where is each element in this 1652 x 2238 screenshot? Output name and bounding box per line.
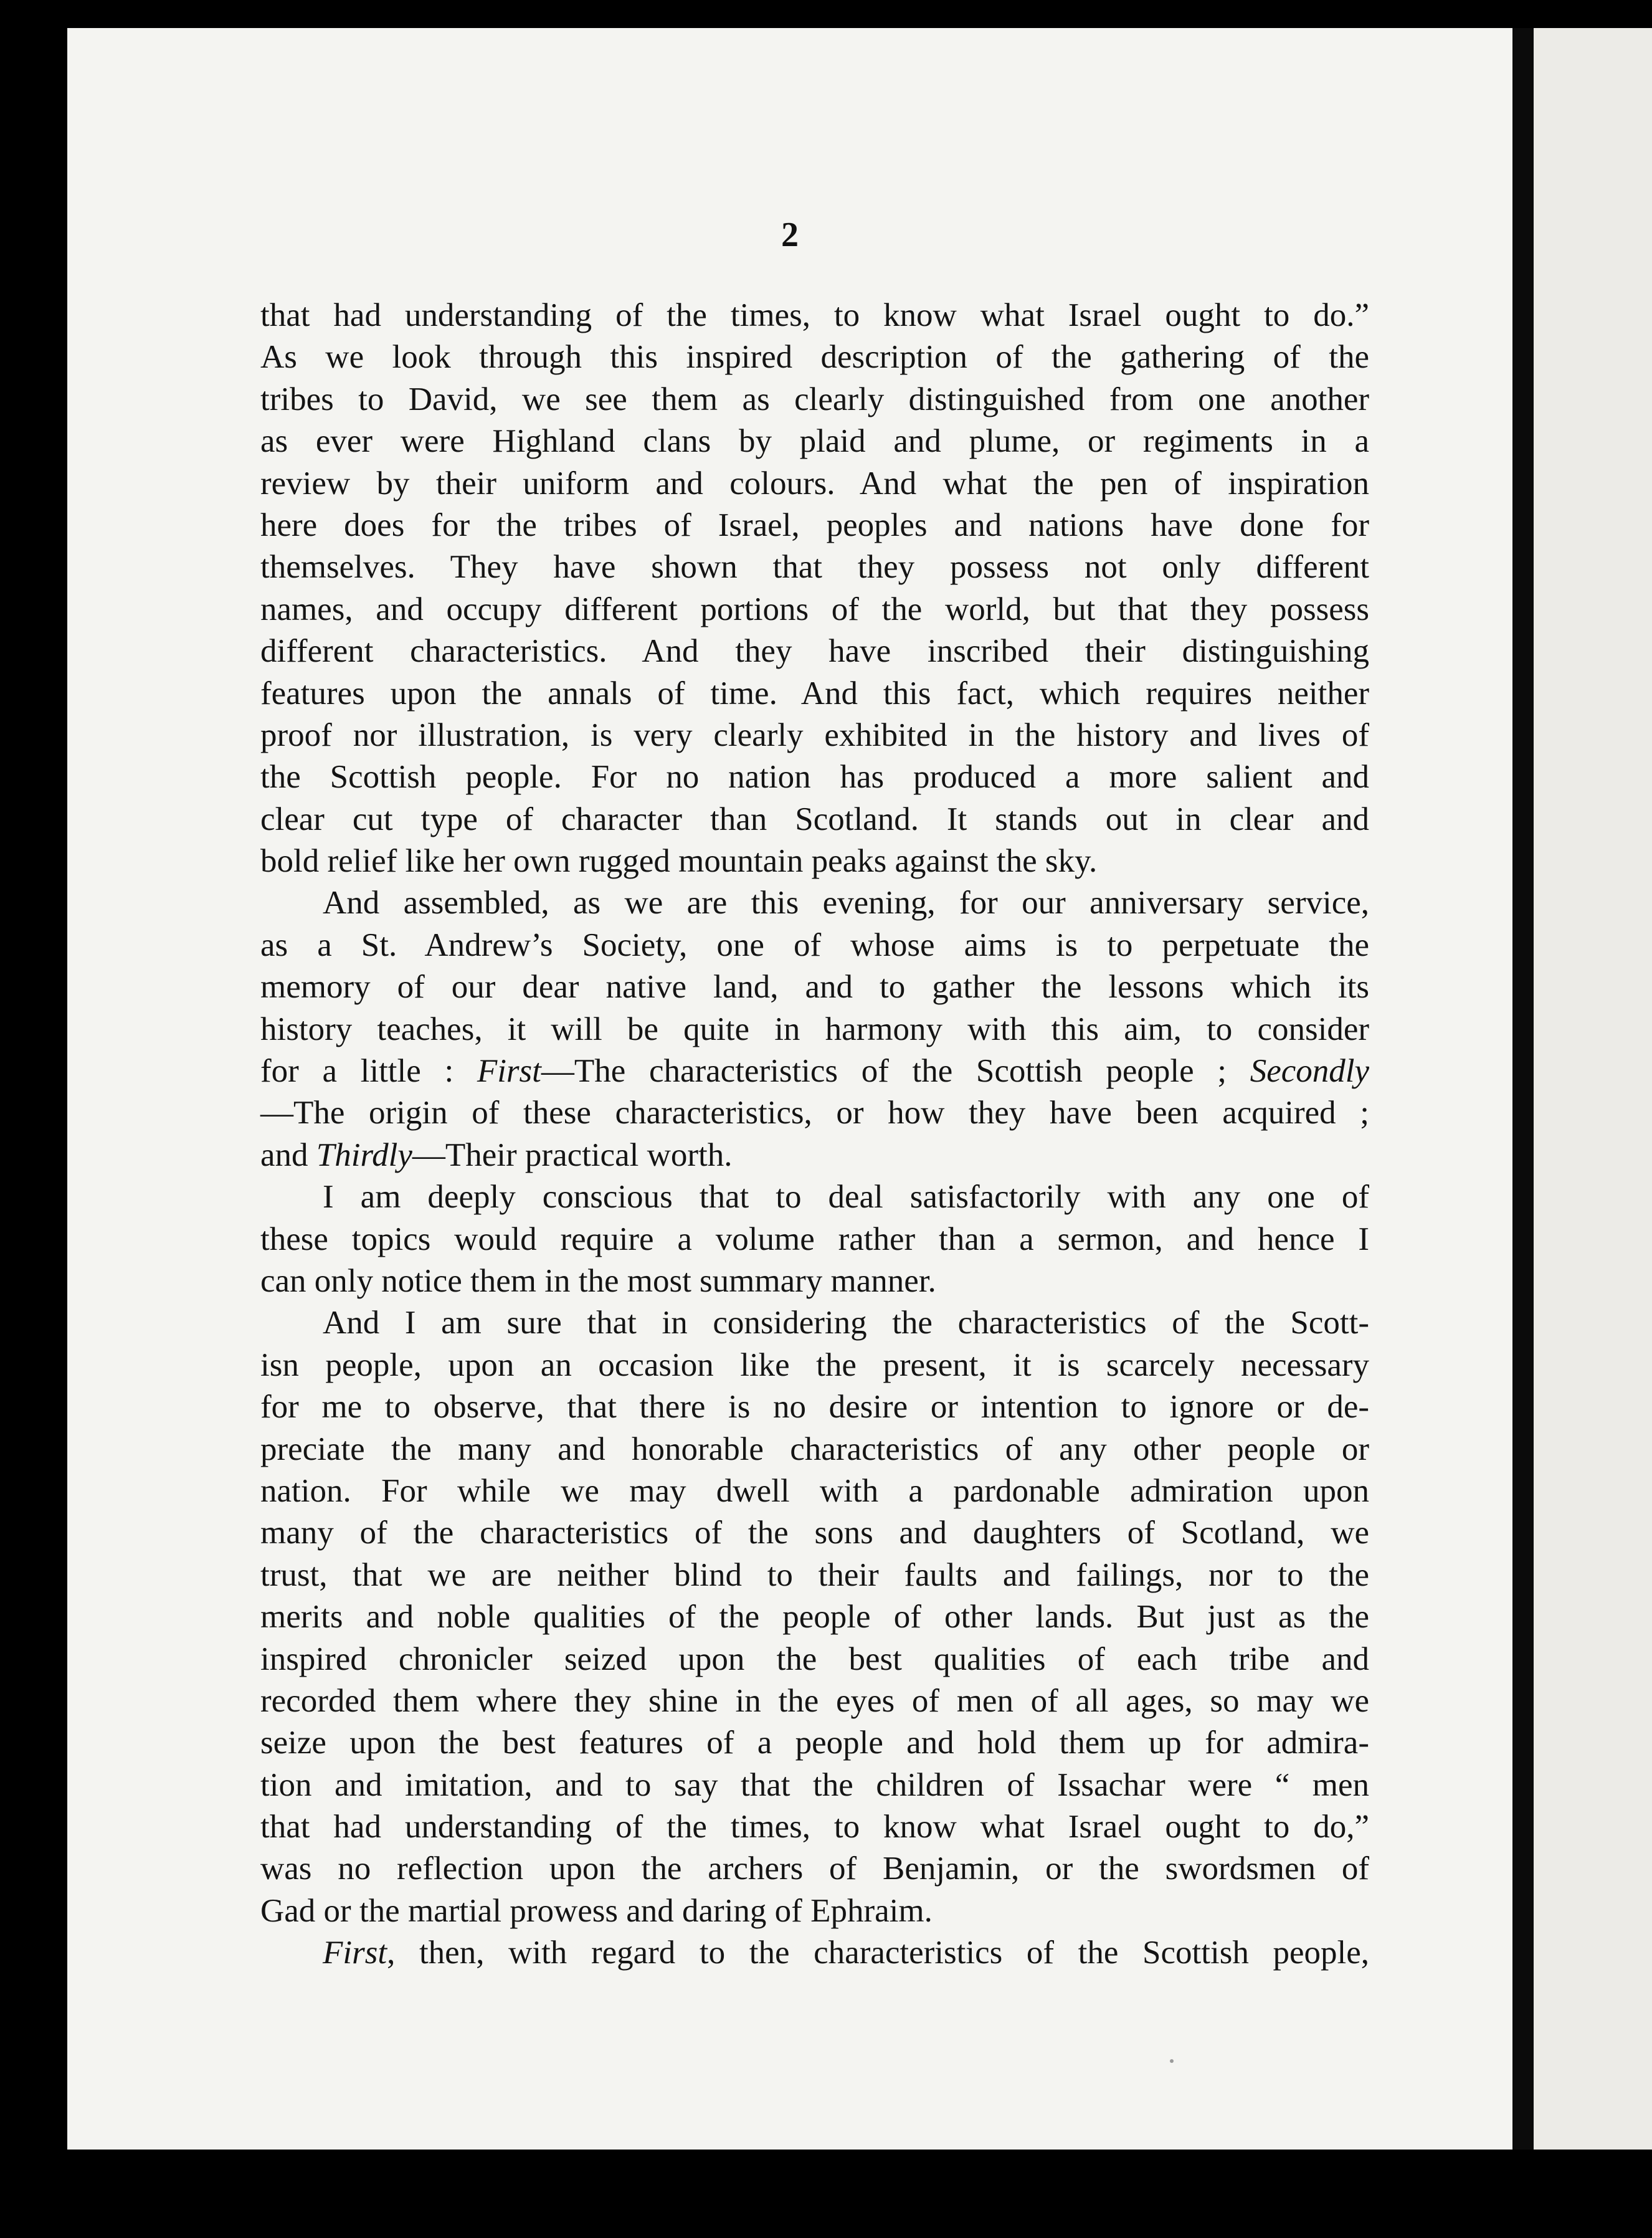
line-text: as a St. Andrew’s Society, one of whose aims is to perpetuate the: [260, 926, 1369, 963]
text-line: [260, 1345, 1369, 1386]
line-text: the Scottish people. For no nation has produced a more salient and: [260, 759, 1369, 796]
text-line: [260, 673, 1369, 715]
line-text: these topics would require a volume rather than a sermon, and hence I: [260, 1221, 1369, 1257]
line-text: memory of our dear native land, and to gather the lessons which its: [260, 969, 1369, 1006]
page-gutter: [1512, 28, 1534, 2150]
line-text: isn people, upon an occasion like the present, it is scarcely necessary: [260, 1346, 1369, 1383]
line-text: trust, that we are neither blind to their faults and failings, nor to the: [260, 1556, 1369, 1593]
text-line: [260, 379, 1369, 421]
text-line: [260, 1092, 1369, 1134]
line-text: —The characteristics of the Scottish people ;: [541, 1053, 1250, 1090]
line-text: Gad or the martial prowess and daring of Ephraim.: [260, 1892, 933, 1929]
text-line: [260, 1470, 1369, 1512]
line-text: for me to observe, that there is no desire or intention to ignore or de-: [260, 1389, 1369, 1426]
line-text: preciate the many and honorable characteristics of any other people or: [260, 1431, 1369, 1467]
text-line: [260, 421, 1369, 462]
line-text: many of the characteristics of the sons and daughters of Scotland, we: [260, 1515, 1369, 1551]
line-text: and: [260, 1136, 316, 1173]
text-line: [260, 1596, 1369, 1638]
text-line: [260, 756, 1369, 798]
line-text: —Their practical worth.: [412, 1136, 733, 1173]
line-text: that had understanding of the times, to know what Israel ought to do,”: [260, 1809, 1369, 1845]
emphasis-text: First: [323, 1935, 387, 1971]
line-text: for a little :: [260, 1053, 477, 1090]
text-line: [260, 1302, 1369, 1344]
text-line: [260, 966, 1369, 1008]
line-text: As we look through this inspired description of the gathering of the: [260, 339, 1369, 376]
text-line: [260, 1764, 1369, 1806]
text-line: [260, 1555, 1369, 1596]
line-text: tion and imitation, and to say that the children of Issachar were “ men: [260, 1766, 1369, 1803]
text-line: [260, 1932, 1369, 1974]
line-text: names, and occupy different portions of the world, but that they possess: [260, 591, 1369, 627]
text-line: [260, 799, 1369, 840]
line-text: that had understanding of the times, to know what Israel ought to do.”: [260, 297, 1369, 333]
text-line: [260, 1050, 1369, 1092]
line-text: clear cut type of character than Scotland. It stands out in clear and: [260, 801, 1369, 837]
line-text: can only notice them in the most summary manner.: [260, 1262, 936, 1299]
text-line: [260, 840, 1369, 882]
text-line: [260, 1386, 1369, 1428]
text-line: [260, 1009, 1369, 1050]
text-line: [260, 336, 1369, 378]
body-text: [260, 295, 1369, 1974]
line-text: features upon the annals of time. And this fact, which requires neither: [260, 675, 1369, 712]
line-text: history teaches, it will be quite in harmony with this aim, to consider: [260, 1011, 1369, 1047]
text-line: [260, 1890, 1369, 1932]
text-line: [260, 1639, 1369, 1680]
line-text: tribes to David, we see them as clearly distinguished from one another: [260, 381, 1369, 417]
line-text: seize upon the best features of a people and hold them up for admira-: [260, 1725, 1369, 1761]
text-line: [260, 1176, 1369, 1218]
text-line: [260, 882, 1369, 924]
line-text: different characteristics. And they have inscribed their distinguishing: [260, 633, 1369, 670]
book-page: [67, 28, 1512, 2150]
line-text: , then, with regard to the characteristics of the Scottish people,: [387, 1935, 1369, 1971]
line-text: proof nor illustration, is very clearly exhibited in the history and lives of: [260, 717, 1369, 753]
line-text: merits and noble qualities of the people of other lands. But just as the: [260, 1599, 1369, 1636]
line-text: recorded them where they shine in the eyes of men of all ages, so may we: [260, 1682, 1369, 1719]
emphasis-text: Thirdly: [316, 1136, 412, 1173]
text-line: [260, 925, 1369, 966]
emphasis-text: First: [477, 1053, 541, 1090]
text-line: [260, 589, 1369, 631]
paper-speck: [1170, 2059, 1174, 2063]
text-line: [260, 1680, 1369, 1722]
text-line: [260, 631, 1369, 672]
line-text: And assembled, as we are this evening, for our anniversary service,: [323, 885, 1369, 921]
line-text: inspired chronicler seized upon the best qualities of each tribe and: [260, 1640, 1369, 1677]
line-text: as ever were Highland clans by plaid and plume, or regiments in a: [260, 423, 1369, 460]
text-line: [260, 546, 1369, 588]
text-line: [260, 295, 1369, 336]
text-line: [260, 1260, 1369, 1302]
text-line: [260, 1429, 1369, 1470]
text-line: [260, 463, 1369, 505]
line-text: bold relief like her own rugged mountain peaks against the sky.: [260, 843, 1098, 880]
text-line: [260, 1806, 1369, 1848]
text-line: [260, 1219, 1369, 1260]
line-text: review by their uniform and colours. And what the pen of inspiration: [260, 465, 1369, 502]
emphasis-text: Secondly: [1250, 1053, 1369, 1090]
line-text: here does for the tribes of Israel, peoples and nations have done for: [260, 507, 1369, 543]
text-line: [260, 715, 1369, 756]
page-number: 2: [781, 216, 799, 254]
line-text: themselves. They have shown that they possess not only different: [260, 549, 1369, 586]
text-line: [260, 1848, 1369, 1890]
line-text: And I am sure that in considering the characteristics of the Scott-: [323, 1305, 1369, 1341]
text-line: [260, 1135, 1369, 1176]
line-text: I am deeply conscious that to deal satisfactorily with any one of: [323, 1179, 1369, 1216]
line-text: was no reflection upon the archers of Benjamin, or the swordsmen of: [260, 1850, 1369, 1887]
text-line: [260, 1512, 1369, 1554]
line-text: —The origin of these characteristics, or how they have been acquired ;: [260, 1095, 1369, 1131]
adjacent-page-edge: [1534, 28, 1652, 2150]
text-line: [260, 1722, 1369, 1764]
line-text: nation. For while we may dwell with a pardonable admiration upon: [260, 1472, 1369, 1509]
text-line: [260, 505, 1369, 546]
